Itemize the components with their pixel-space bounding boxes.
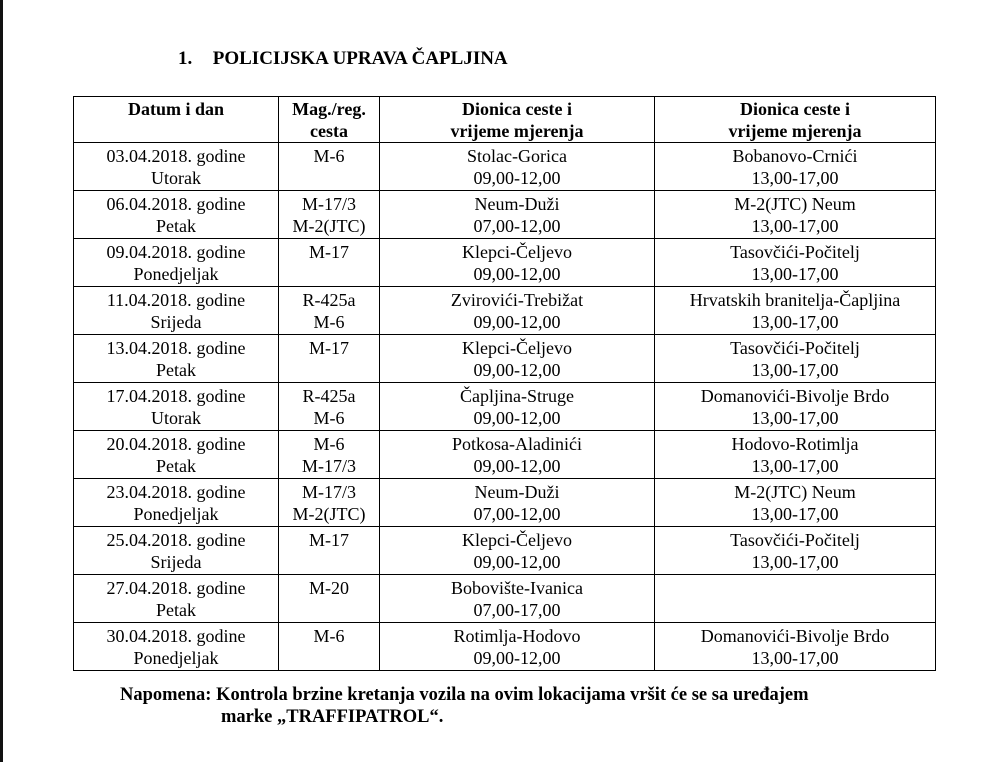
cell-text: Tasovčići-Počitelj <box>730 242 860 262</box>
cell-text: Petak <box>156 456 196 476</box>
section-1-cell <box>380 287 655 335</box>
cell-text: 09,00-12,00 <box>473 264 561 284</box>
table-row <box>74 527 936 575</box>
cell-text: Neum-Duži <box>474 194 560 214</box>
cell-text: Utorak <box>151 168 201 188</box>
header-text: Datum i dan <box>127 99 225 119</box>
date-cell <box>74 239 279 287</box>
note <box>120 684 809 728</box>
cell-text: Neum-Duži <box>474 482 560 502</box>
cell-text: 09,00-12,00 <box>473 456 561 476</box>
cell-text: M-6 <box>313 434 345 454</box>
cell-text: Bobanovo-Crnići <box>732 146 858 166</box>
cell-text: 30.04.2018. godine <box>106 626 246 646</box>
table-header-row <box>74 97 936 143</box>
cell-text: Klepci-Čeljevo <box>462 530 572 550</box>
road-cell <box>279 527 380 575</box>
cell-text: 09,00-12,00 <box>473 360 561 380</box>
cell-text: 11.04.2018. godine <box>106 290 246 310</box>
cell-text: M-6 <box>313 408 345 428</box>
cell-text: 09.04.2018. godine <box>106 242 246 262</box>
section-2-cell <box>655 383 936 431</box>
header-section-2 <box>655 97 936 143</box>
header-date-day <box>74 97 279 143</box>
section-2-cell <box>655 623 936 671</box>
cell-text: M-6 <box>313 312 345 332</box>
cell-text: Ponedjeljak <box>133 264 219 284</box>
cell-text: M-2(JTC) <box>292 504 366 524</box>
cell-text: Domanovići-Bivolje Brdo <box>700 386 890 406</box>
cell-text: Petak <box>156 216 196 236</box>
section-2-cell <box>655 527 936 575</box>
cell-text: Zvirovići-Trebižat <box>450 290 584 310</box>
speed-control-schedule-table <box>73 96 936 671</box>
header-section-1 <box>380 97 655 143</box>
cell-text: M-17 <box>309 530 349 550</box>
cell-text: Klepci-Čeljevo <box>462 242 572 262</box>
header-text: vrijeme mjerenja <box>450 121 584 141</box>
cell-text: Ponedjeljak <box>133 648 219 668</box>
header-text: vrijeme mjerenja <box>728 121 862 141</box>
cell-text: Tasovčići-Počitelj <box>730 530 860 550</box>
cell-text: M-20 <box>309 578 349 598</box>
cell-text: 13,00-17,00 <box>751 552 839 572</box>
cell-text: 09,00-12,00 <box>473 408 561 428</box>
road-cell <box>279 623 380 671</box>
section-1-cell <box>380 143 655 191</box>
cell-text: Hodovo-Rotimlja <box>731 434 859 454</box>
section-2-cell <box>655 143 936 191</box>
date-cell <box>74 335 279 383</box>
header-text: Mag./reg. <box>292 99 366 119</box>
road-cell <box>279 143 380 191</box>
cell-text: R-425a <box>302 386 356 406</box>
note-line-1: Napomena: Kontrola brzine kretanja vozila na ovim lokacijama vršit će se sa uređajem <box>120 685 809 705</box>
section-1-cell <box>380 335 655 383</box>
section-2-cell <box>655 479 936 527</box>
cell-text: 07,00-17,00 <box>473 600 561 620</box>
cell-text: Hrvatskih branitelja-Čapljina <box>689 290 901 310</box>
road-cell <box>279 239 380 287</box>
section-1-cell <box>380 383 655 431</box>
heading-title: POLICIJSKA UPRAVA ČAPLJINA <box>212 48 508 69</box>
cell-text: 09,00-12,00 <box>473 168 561 188</box>
cell-text: M-6 <box>313 626 345 646</box>
header-text: Dionica ceste i <box>740 99 850 119</box>
cell-text: Potkosa-Aladinići <box>452 434 582 454</box>
cell-text: Klepci-Čeljevo <box>462 338 572 358</box>
cell-text: 07,00-12,00 <box>473 216 561 236</box>
cell-text: Petak <box>156 600 196 620</box>
section-1-cell <box>380 239 655 287</box>
cell-text: M-17/3 <box>302 194 356 214</box>
cell-text: R-425a <box>302 290 356 310</box>
cell-text: 17.04.2018. godine <box>106 386 246 406</box>
cell-text: M-2(JTC) <box>292 216 366 236</box>
road-cell <box>279 383 380 431</box>
cell-text: Tasovčići-Počitelj <box>730 338 860 358</box>
table-row <box>74 575 936 623</box>
table-row <box>74 143 936 191</box>
table-row <box>74 335 936 383</box>
cell-text: Utorak <box>151 408 201 428</box>
date-cell <box>74 287 279 335</box>
cell-text: 06.04.2018. godine <box>106 194 246 214</box>
section-1-cell <box>380 431 655 479</box>
section-2-cell <box>655 431 936 479</box>
cell-text: Čapljina-Struge <box>460 386 574 406</box>
cell-text: 27.04.2018. godine <box>106 578 246 598</box>
road-cell <box>279 335 380 383</box>
road-cell <box>279 191 380 239</box>
page-left-edge <box>0 0 3 762</box>
date-cell <box>74 143 279 191</box>
header-text: cesta <box>310 121 348 141</box>
cell-text: M-2(JTC) Neum <box>734 194 856 214</box>
section-1-cell <box>380 575 655 623</box>
cell-text: 09,00-12,00 <box>473 648 561 668</box>
date-cell <box>74 191 279 239</box>
section-1-cell <box>380 623 655 671</box>
cell-text: Srijeda <box>150 552 202 572</box>
cell-text: M-17 <box>309 242 349 262</box>
cell-text: 13,00-17,00 <box>751 648 839 668</box>
table-body <box>74 143 936 671</box>
note-line-2: marke „TRAFFIPATROL“. <box>221 707 444 727</box>
date-cell <box>74 575 279 623</box>
cell-text: 13,00-17,00 <box>751 168 839 188</box>
table-row <box>74 623 936 671</box>
road-cell <box>279 575 380 623</box>
date-cell <box>74 479 279 527</box>
cell-text: 13,00-17,00 <box>751 264 839 284</box>
cell-text: 03.04.2018. godine <box>106 146 246 166</box>
road-cell <box>279 479 380 527</box>
cell-text: Ponedjeljak <box>133 504 219 524</box>
cell-text: 07,00-12,00 <box>473 504 561 524</box>
cell-text: M-17/3 <box>302 456 356 476</box>
cell-text: 23.04.2018. godine <box>106 482 246 502</box>
cell-text: 20.04.2018. godine <box>106 434 246 454</box>
cell-text: Petak <box>156 360 196 380</box>
section-2-cell <box>655 191 936 239</box>
date-cell <box>74 623 279 671</box>
cell-text: 13.04.2018. godine <box>106 338 246 358</box>
cell-text: 13,00-17,00 <box>751 360 839 380</box>
table-row <box>74 383 936 431</box>
road-cell <box>279 431 380 479</box>
date-cell <box>74 383 279 431</box>
cell-text: 13,00-17,00 <box>751 408 839 428</box>
table-row <box>74 479 936 527</box>
cell-text: Bobovište-Ivanica <box>451 578 583 598</box>
cell-text: 09,00-12,00 <box>473 552 561 572</box>
table-row <box>74 239 936 287</box>
table-row <box>74 287 936 335</box>
section-1-cell <box>380 527 655 575</box>
road-cell <box>279 287 380 335</box>
cell-text: 13,00-17,00 <box>751 216 839 236</box>
cell-text: Domanovići-Bivolje Brdo <box>700 626 890 646</box>
cell-text: M-17 <box>309 338 349 358</box>
section-2-cell <box>655 239 936 287</box>
header-road <box>279 97 380 143</box>
date-cell <box>74 527 279 575</box>
cell-text: Rotimlja-Hodovo <box>453 626 581 646</box>
cell-text: 13,00-17,00 <box>751 456 839 476</box>
cell-text: 13,00-17,00 <box>751 504 839 524</box>
header-text: Dionica ceste i <box>462 99 572 119</box>
section-2-cell <box>655 287 936 335</box>
section-1-cell <box>380 479 655 527</box>
table-row <box>74 431 936 479</box>
cell-text: Srijeda <box>150 312 202 332</box>
cell-text: Stolac-Gorica <box>467 146 567 166</box>
heading-number: 1. <box>178 48 193 69</box>
cell-text: 13,00-17,00 <box>751 312 839 332</box>
section-1-cell <box>380 191 655 239</box>
section-2-cell <box>655 575 936 623</box>
table-row <box>74 191 936 239</box>
cell-text: M-2(JTC) Neum <box>734 482 856 502</box>
cell-text: 09,00-12,00 <box>473 312 561 332</box>
cell-text: 25.04.2018. godine <box>106 530 246 550</box>
section-2-cell <box>655 335 936 383</box>
section-heading <box>178 48 508 70</box>
cell-text: M-17/3 <box>302 482 356 502</box>
date-cell <box>74 431 279 479</box>
cell-text: M-6 <box>313 146 345 166</box>
